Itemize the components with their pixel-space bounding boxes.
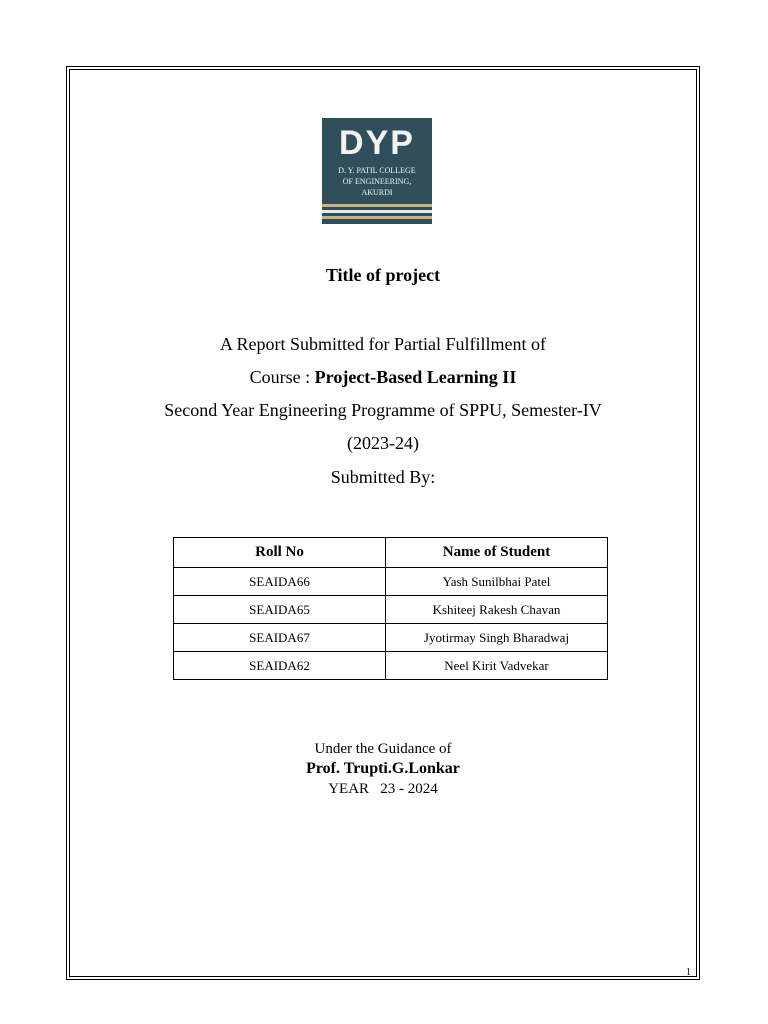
page-number: 1 bbox=[686, 967, 691, 978]
logo-college-name-line3: AKURDI bbox=[361, 188, 393, 197]
student-name-cell: Kshiteej Rakesh Chavan bbox=[386, 596, 608, 624]
guide-name: Prof. Trupti.G.Lonkar bbox=[306, 760, 460, 777]
academic-year: (2023-24) bbox=[347, 433, 419, 453]
students-table bbox=[173, 537, 608, 680]
header-roll-no: Roll No bbox=[174, 538, 386, 568]
course-line bbox=[69, 364, 697, 390]
submitted-by-label: Submitted By: bbox=[330, 467, 436, 487]
table-row bbox=[174, 652, 608, 680]
table-row bbox=[174, 568, 608, 596]
project-title: Title of project bbox=[325, 265, 441, 285]
student-name-cell: Yash Sunilbhai Patel bbox=[386, 568, 608, 596]
logo-stripe bbox=[322, 216, 432, 219]
college-logo bbox=[322, 118, 432, 224]
roll-no-cell: SEAIDA62 bbox=[174, 652, 386, 680]
student-name-cell: Neel Kirit Vadvekar bbox=[386, 652, 608, 680]
roll-no-cell: SEAIDA66 bbox=[174, 568, 386, 596]
header-student-name: Name of Student bbox=[386, 538, 608, 568]
roll-no-cell: SEAIDA65 bbox=[174, 596, 386, 624]
logo-stripe bbox=[322, 204, 432, 207]
programme-line: Second Year Engineering Programme of SPPU, Semester-IV bbox=[164, 400, 602, 420]
table-row bbox=[174, 596, 608, 624]
table-row bbox=[174, 624, 608, 652]
logo-mark: DYP bbox=[339, 124, 415, 162]
report-statement: A Report Submitted for Partial Fulfillment of bbox=[220, 334, 546, 354]
guidance-label: Under the Guidance of bbox=[314, 741, 452, 757]
course-prefix: Course : bbox=[249, 367, 315, 387]
student-name-cell: Jyotirmay Singh Bharadwaj bbox=[386, 624, 608, 652]
course-name: Project-Based Learning II bbox=[314, 367, 517, 387]
logo-college-name-line2: OF ENGINEERING, bbox=[342, 177, 412, 186]
logo-stripe bbox=[322, 210, 432, 213]
table-header-row bbox=[174, 538, 608, 568]
logo-college-name-line1: D. Y. PATIL COLLEGE bbox=[338, 166, 416, 175]
year-line: YEAR 23 - 2024 bbox=[328, 781, 438, 797]
roll-no-cell: SEAIDA67 bbox=[174, 624, 386, 652]
